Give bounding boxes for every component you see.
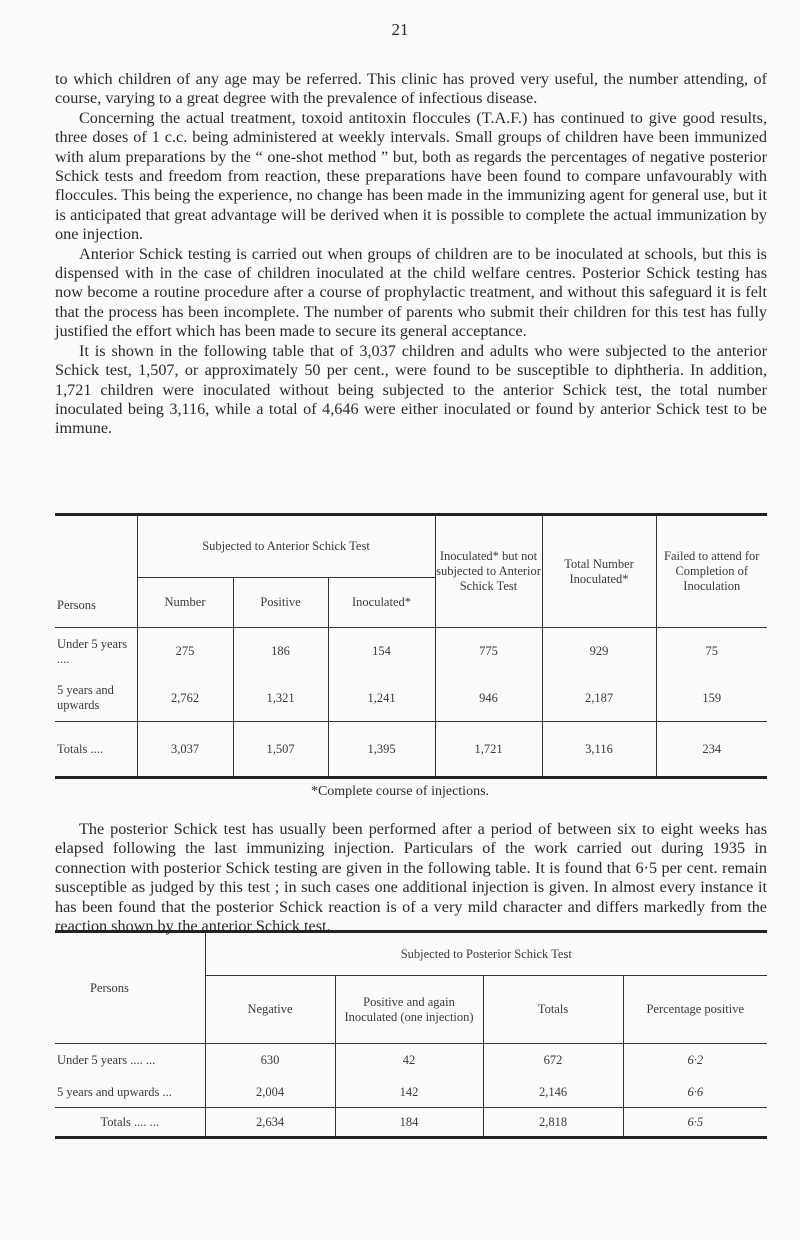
t2-header-totals: Totals (483, 976, 623, 1044)
t2-row-under5: Under 5 years .... ... 630 42 672 6·2 (55, 1044, 767, 1078)
t1-header-inoculated-not-subjected: Inoculated* but not subjected to Anterior Schick Test (435, 515, 542, 628)
t1-row-totals: Totals .... 3,037 1,507 1,395 1,721 3,116 234 (55, 722, 767, 778)
intro-text (55, 70, 767, 439)
paragraph-2: Concerning the actual treatment, toxoid antitoxin floccules (T.A.F.) has continued to give good results, three doses of 1 c.c. being administered at weekly intervals. Small groups of children have been immunized with alum preparations by the “ one-shot method ” but, both as regards the percentages of negative posterior Schick tests and freedom from reaction, these preparations have been found to compare unfavourably with floccules. This being the experience, no change has been made in the immunizing agent for general use, but it is anticipated that great advantage will be derived when it is possible to complete the actual immunization by one injection. (55, 108, 767, 244)
t2-header-persons: Persons (90, 980, 129, 995)
t1-header-inoculated: Inoculated* (328, 578, 435, 628)
t1-header-failed: Failed to attend for Completion of Inoculation (656, 515, 767, 628)
t2-row-totals: Totals .... ... 2,634 184 2,818 6·5 (55, 1108, 767, 1138)
paragraph-4: It is shown in the following table that of 3,037 children and adults who were subjected to the anterior Schick test, 1,507, or approximately 50 per cent., were found to be susceptible to diphtheria. In addition, 1,721 children were inoculated without being subjected to the anterior Schick test, the total number inoculated being 3,116, while a total of 4,646 were either inoculated or found by anterior Schick test to be immune. (55, 341, 767, 438)
paragraph-3: Anterior Schick testing is carried out when groups of children are to be inoculated at schools, but this is dispensed with in the case of children inoculated at the child welfare centres. Posterior Schick testing has now become a routine procedure after a course of prophylactic treatment, and without this safeguard it is felt that the process has been incomplete. The number of parents who submit their children for this test has fully justified the effort which has been made to secure its general acceptance. (55, 244, 767, 341)
t1-header-number: Number (137, 578, 233, 628)
t2-row-5up: 5 years and upwards ... 2,004 142 2,146 6·6 (55, 1078, 767, 1108)
paragraph-1: to which children of any age may be referred. This clinic has proved very useful, the number attending, of course, varying to a great degree with the prevalence of infectious disease. (55, 70, 767, 108)
paragraph-5: The posterior Schick test has usually been performed after a period of between six to eight weeks has elapsed following the last immunizing injection. Particulars of the work carried out during 1935 in connection with posterior Schick testing are given in the following table. It is found that 6·5 per cent. remain susceptible as judged by this test ; in such cases one additional injection is given. In almost every instance it has been found that the posterior Schick reaction is of a very mild character and differs markedly from the reaction shown by the anterior Schick test. (55, 820, 767, 936)
t1-row-under5: Under 5 years .... 275 186 154 775 929 75 (55, 628, 767, 676)
t2-header-percentage: Percentage positive (623, 976, 767, 1044)
footnote: *Complete course of injections. (310, 784, 490, 799)
t2-header-group: Subjected to Posterior Schick Test (205, 932, 767, 976)
middle-text (55, 820, 767, 936)
t1-header-total-inoculated: Total Number Inoculated* (542, 515, 656, 628)
anterior-schick-table (55, 513, 767, 779)
t2-header-negative: Negative (205, 976, 335, 1044)
page-number: 21 (391, 20, 409, 39)
t1-header-subjected: Subjected to Anterior Schick Test (137, 515, 435, 578)
t1-row-5up: 5 years and upwards 2,762 1,321 1,241 946 2,187 159 (55, 676, 767, 722)
t1-header-persons: Persons (57, 598, 96, 612)
posterior-schick-table (55, 930, 767, 1139)
t2-header-positive: Positive and again Inoculated (one injection) (335, 976, 483, 1044)
t1-header-positive: Positive (233, 578, 328, 628)
